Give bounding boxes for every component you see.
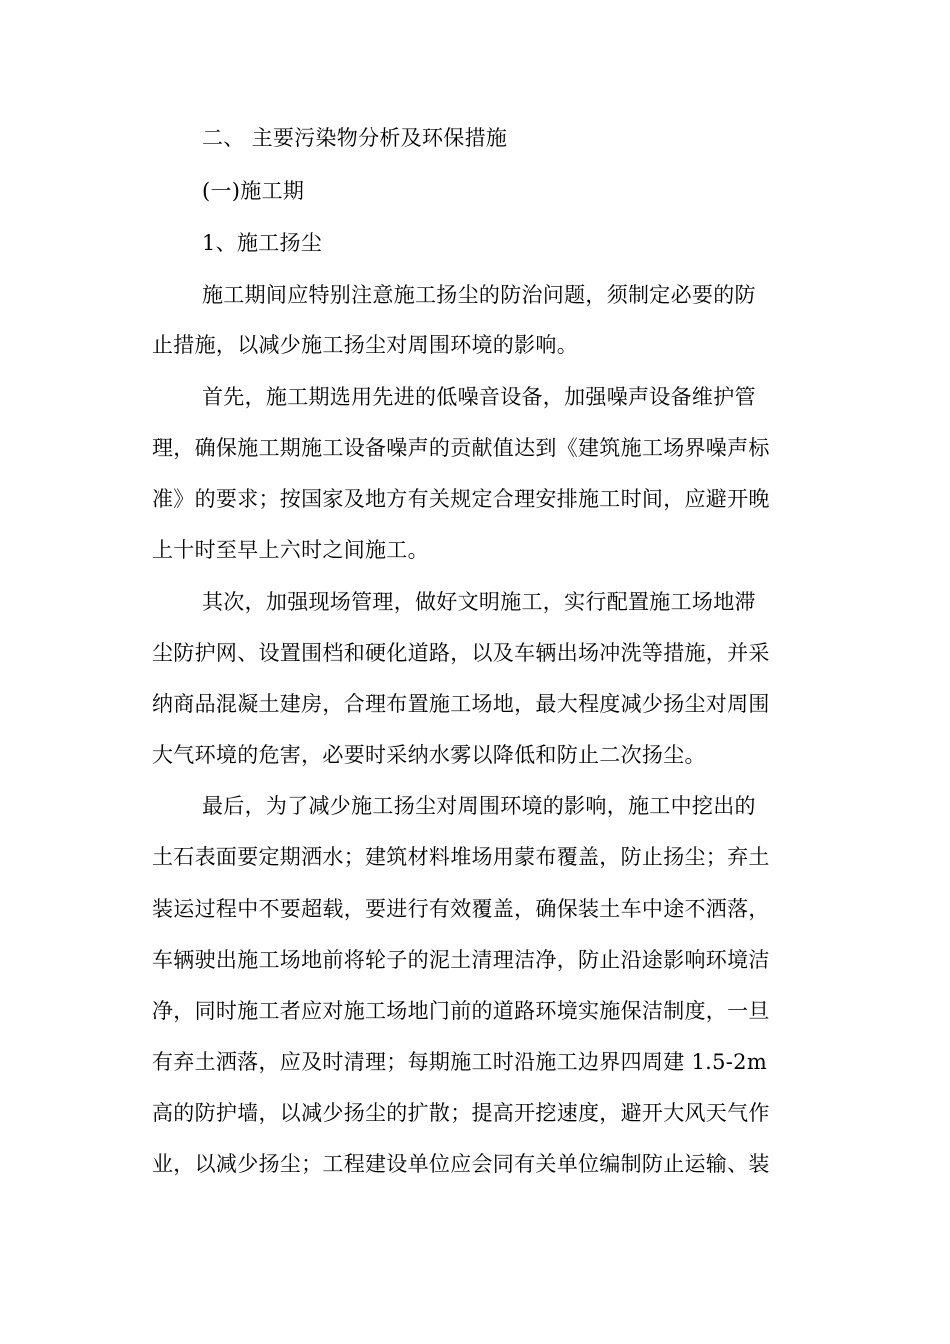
paragraph-line: 尘防护网、设置围档和硬化道路，以及车辆出场冲洗等措施，并采 [152,641,770,665]
section-heading: 二、 主要污染物分析及环保措施 [202,126,508,150]
paragraph-line: 止措施，以减少施工扬尘对周围环境的影响。 [152,333,578,357]
paragraph-line: 上十时至早上六时之间施工。 [152,538,429,562]
subsection-heading: (一)施工期 [202,179,305,203]
paragraph-line: 车辆驶出施工场地前将轮子的泥土清理洁净，防止沿途影响环境洁 [152,948,770,972]
paragraph-line: 大气环境的危害，必要时采纳水雾以降低和防止二次扬尘。 [152,743,706,767]
paragraph-line: 其次，加强现场管理，做好文明施工，实行配置施工场地滞 [202,590,756,614]
paragraph-line: 土石表面要定期洒水；建筑材料堆场用蒙布覆盖，防止扬尘；弃土 [152,845,770,869]
paragraph-line: 准》的要求；按国家及地方有关规定合理安排施工时间，应避开晚 [152,487,770,511]
section-title: 1、施工扬尘 [202,231,323,255]
paragraph-line: 净，同时施工者应对施工场地门前的道路环境实施保洁制度，一旦 [152,999,770,1023]
paragraph-line: 首先，施工期选用先进的低噪音设备，加强噪声设备维护管 [202,385,756,409]
paragraph-line: 最后，为了减少施工扬尘对周围环境的影响，施工中挖出的 [202,794,756,818]
paragraph-line: 有弃土洒落，应及时清理；每期施工时沿施工边界四周建 1.5-2m [152,1050,768,1074]
paragraph-line: 施工期间应特别注意施工扬尘的防治问题，须制定必要的防 [202,283,756,307]
paragraph-line: 装运过程中不要超载，要进行有效覆盖，确保装土车中途不洒落， [152,897,770,921]
paragraph-line: 业，以减少扬尘；工程建设单位应会同有关单位编制防止运输、装 [152,1152,770,1176]
paragraph-line: 纳商品混凝土建房，合理布置施工场地，最大程度减少扬尘对周围 [152,692,770,716]
paragraph-line: 高的防护墙，以减少扬尘的扩散；提高开挖速度，避开大风天气作 [152,1101,770,1125]
paragraph-line: 理，确保施工期施工设备噪声的贡献值达到《建筑施工场界噪声标 [152,436,770,460]
